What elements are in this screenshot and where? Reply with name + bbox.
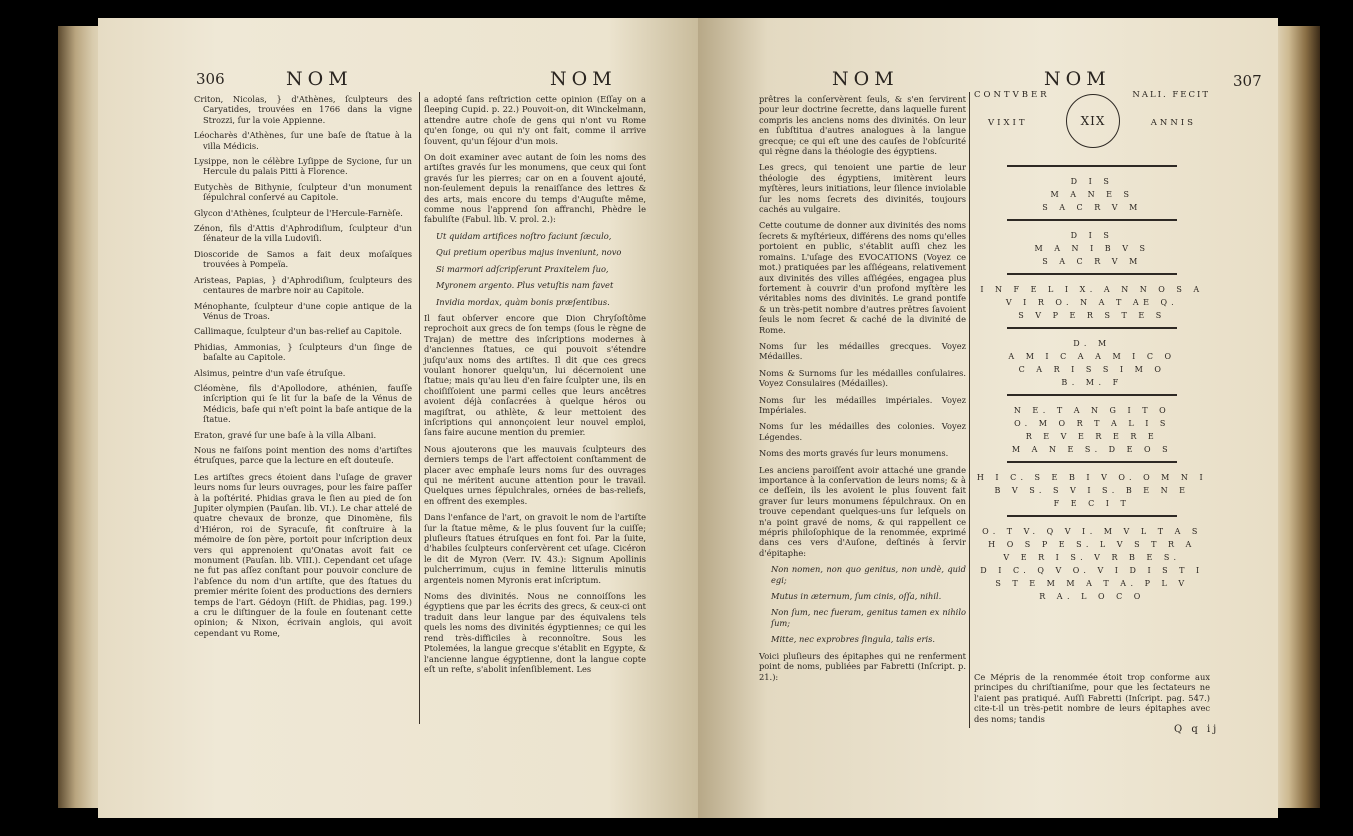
epitaph-line: C A R I S S I M O [1018,365,1166,374]
epitaph-rule [1007,165,1177,167]
epitaph-line: S A C R V M [1042,257,1142,266]
paragraph: Les grecs, qui tenoient une partie de leur théologie des égyptiens, imitèrent leurs myſtères, leurs initiations, leur ſilence inviolable ſur les noms ſecrets des divinités, toujours cachés au vulgaire. [759,162,966,215]
epitaph-word: VIXIT [988,118,1028,128]
epitaph-line: S A C R V M [1042,203,1142,212]
paragraph: Il faut obſerver encore que Dion Chryſoſtôme reprochoit aux grecs de ſon temps (ſous le règne de Trajan) de mettre des inſcriptions modernes à d'anciennes ſtatues, ce qui pouvoit s'étendre juſqu'aux noms des artiſtes. Il dit que ces grecs voulant honorer quelqu'un, lui décernoient une ſtatue; mais qu'au lieu d'en faire ſculpter une, ils en choiſiſſoient une parmi celles que leurs ancêtres avoient déjà conſacrées à quelque héros ou magiſtrat, ou athlète, & leur mettoient des inſcriptions qui annonçoient leur nouvel emploi, ſans faire aucune mention du premier. [424,312,646,438]
signature-mark: Q q ij [1174,724,1220,735]
artist-entry: Alsimus, peintre d'un vaſe étruſque. [194,367,346,378]
epitaph-circle-numeral: XIX [1066,94,1120,148]
epitaph-line: D. M [1073,339,1111,348]
epitaph-word: ANNIS [1150,118,1196,128]
epitaph-line: R E V E R E R E [1025,432,1159,441]
epitaph-line: M A N E S [1050,190,1134,199]
paragraph: prêtres la conſervèrent ſeuls, & s'en ſervirent pour leur doctrine ſecrette, dans laquelle furent compris les anciens noms des divinités. On leur en ſubſtitua d'autres analogues à la langue grecque; ce qui eſt une des cauſes de l'obſcurité qui règne dans la théologie des égyptiens. [759,94,966,157]
artist-entry: Dioscoride de Samos a fait deux moſaïques trouvées à Pompeïa. [194,248,412,270]
running-head: NOM [286,68,353,90]
column-rule [969,92,970,728]
epitaph-line: D I S [1070,231,1114,240]
verse-line: Si marmori adſcripſerunt Praxitelem ſuo, [436,263,609,274]
paragraph: Noms ſur les médailles impériales. Voyez Impériales. [759,394,966,415]
epitaph-line: S T E M M A T A. P L V [995,579,1189,588]
epitaph-tail [974,672,1210,730]
paragraph: Dans l'enfance de l'art, on gravoit le nom de l'artiſte ſur la ſtatue même, & le plus ſouvent ſur la cuiſſe; pluſieurs ſtatues étruſques en font foi. Par la ſuite, d'habiles ſculpteurs conſervèrent cet uſage. Cicéron le dit de Myron (Verr. IV. 43.): Signum Apollinis pulcherrimum, cujus in femine litterulis minutis argenteis nomen Myronis erat inſcriptum. [424,512,646,585]
epitaph-rule [1007,219,1177,221]
left-col1-paragraphs [194,445,412,638]
epitaph-line: S V P E R S T E S [1018,311,1166,320]
right-column-1 [759,94,966,688]
paragraph: Noms des morts gravés ſur leurs monumens. [759,448,949,459]
epitaph-line: B. M. F [1061,378,1123,387]
artist-entry: Cléomène, fils d'Apollodore, athénien, fauſſe inſcription qui ſe lit ſur la baſe de la Vénus de Médicis, baſe qui n'eſt point la baſe antique de la ſtatue. [194,382,412,425]
left-col2-paragraphs [424,94,646,225]
verse-line: Invidia mordax, quàm bonis præſentibus. [436,296,610,307]
artist-entry: Eraton, gravé ſur une baſe à la villa Albani. [194,429,377,440]
epitaph-line: H I C. S E B I V O. O M N I [976,473,1208,482]
column-rule [419,92,420,724]
artist-entry: Zénon, fils d'Attis d'Aphrodiſium, ſculpteur d'un ſénateur de la villa Ludoviſi. [194,223,412,244]
epitaph-line: R A. L O C O [1039,592,1145,601]
epitaph-list [974,158,1210,605]
paragraph: On doit examiner avec autant de ſoin les noms des artiſtes gravés ſur les monumens, que ceux qui ſont gravés ſur les pierres; car on en a ſouvent ajouté, non-ſeulement depuis la renaiſſance des lettres & des arts, mais encore du temps d'Auguſte même, comme nous l'apprend ſon affranchi, Phèdre le fabuliſte (Fabul. lib. V. prol. 2.): [424,152,646,225]
right-col1-paragraphs [759,94,966,558]
epitaph-line: V E R I S. V R B E S. [1003,553,1181,562]
epitaph-line: D I C. Q V O. V I D I S T I [980,566,1204,575]
epitaph-tail-text: Ce Mépris de la renommée étoit trop conforme aux principes du chriſtianiſme, pour que les ſectateurs ne l'aient pas pratiqué. Auſſi Fabretti (Inſcript. pag. 547.) cite-t-il un très-petit nombre de leurs épitaphes avec des noms; tandis [974,672,1210,724]
epitaph-rule [1007,515,1177,517]
verse-line: Mitte, nec exprobres ſingula, talis eris. [771,634,935,645]
epitaph-line: F E C I T [1053,499,1131,508]
running-head: NOM [832,68,899,90]
artist-entry: Callimaque, ſculpteur d'un bas-relief au Capitole. [194,326,402,337]
running-head: NOM [550,68,617,90]
epitaph-line: I N F E L I X. A N N O S A [980,285,1204,294]
epitaph-line: O. M O R T A L I S [1014,419,1170,428]
fabretti-intro: Voici pluſieurs des épitaphes qui ne renferment point de noms, publiées par Fabretti (Inſcript. p. 21.): [759,650,966,682]
paragraph: Noms ſur les médailles grecques. Voyez Médailles. [759,340,966,362]
right-page [698,18,1278,818]
artist-entry: Ménophante, ſculpteur d'une copie antique de la Vénus de Troas. [194,300,412,321]
artist-entry: Eutychès de Bithynie, ſculpteur d'un monument ſépulchral conſervé au Capitole. [194,181,412,203]
epitaph-word: NALI. FECIT [1132,90,1210,100]
paragraph: Noms des divinités. Nous ne connoiſſons les égyptiens que par les écrits des grecs, & ceux-ci ont traduit dans leur langue par des équivalens tels quels les noms des divinités égyptiennes; ce qui les rend très-difficiles à reconnoître. Sous les Ptolemées, la langue grecque s'établit en Egypte, & l'ancienne langue égyptienne, dont la langue copte eſt un reſte, s'abolit inſenſiblement. Les [424,591,646,674]
epitaph-line: O. T V. Q V I. M V L T A S [982,527,1202,536]
epitaph-line: B V S. S V I S. B E N E [994,486,1190,495]
artist-entry: Criton, Nicolas, } d'Athènes, ſculpteurs des Caryatides, trouvées en 1766 dans la vigne Strozzi, ſur la voie Appienne. [194,94,412,125]
verse-line: Qui pretium operibus majus inveniunt, novo [436,247,622,258]
epitaph-rule [1007,394,1177,396]
epitaph-rule [1007,273,1177,275]
left-col2-paragraphs-b [424,313,646,674]
verse-line: Mutus in æternum, ſum cinis, oſſa, nihil. [771,591,942,602]
epitaph-line: A M I C A A M I C O [1008,352,1176,361]
verse-line: Ut quidam artifices noſtro faciunt ſæculo, [436,230,612,241]
epitaph-line: V I R O. N A T AE Q. [1005,298,1179,307]
paragraph: Les artiſtes grecs étoient dans l'uſage de graver leurs noms ſur leurs ouvrages, pour les faire paſſer à la poſtérité. Phidias grava le ſien au pied de ſon Jupiter olympien (Pauſan. lib. VI.). Le char attelé de quatre chevaux de bronze, que Dinomène, fils d'Hiéron, roi de Syracuſe, fit conſtruire à la mémoire de ſon père, portoit pour inſcription deux vers qui apprenoient qu'Onatas avoit fait ce monument (Pauſan. lib. VIII.). Cependant cet uſage ne fut pas aſſez conſtant pour pouvoir conclure de l'abſence du nom d'un artiſte, que des ſtatues du premier mérite ſoient des productions des derniers temps de l'art. Gédoyn (Hiſt. de Phidias, pag. 199.) a cru le diſtinguer de la foule en ſoutenant cette opinion; & Nixon, écrivain anglois, qui avoit cependant vu Rome, [194,471,412,638]
artist-entry: Glycon d'Athènes, ſculpteur de l'Hercule-Farnèſe. [194,207,403,218]
paragraph: Noms & Surnoms ſur les médailles conſulaires. Voyez Consulaires (Médailles). [759,367,966,389]
ausone-verse [759,564,966,644]
paragraph: Nous ajouterons que les mauvais ſculpteurs des derniers temps de l'art affectoient conſtamment de placer avec emphaſe leurs noms ſur des ouvrages qui ne méritent aucune attention pour le travail. Quelques urnes ſépulchrales, ornées de bas-reliefs, en offrent des exemples. [424,443,646,506]
epitaph-rule [1007,327,1177,329]
page-number: 307 [1233,72,1262,90]
paragraph: Nous ne faiſons point mention des noms d'artiſtes étruſques, parce que la lecture en eſt douteuſe. [194,444,412,466]
epitaph-circle-block [974,90,1210,160]
epitaph-circle [1066,94,1120,148]
left-column-2 [424,94,646,680]
running-head: NOM [1044,68,1111,90]
page-number: 306 [196,70,225,88]
epitaph-rule [1007,461,1177,463]
paragraph: Cette coutume de donner aux divinités des noms ſecrets & myſtérieux, différens des noms qu'elles portoient en public, s'établit auſſi chez les romains. L'uſage des EVOCATIONS (Voyez ce mot.) pratiquées par les aſſiégeans, relativement aux divinités des villes aſſiégées, engagea plus fortement à couvrir d'un profond myſtère les véritables noms des divinités. Le grand pontife & un très-petit nombre d'autres prêtres ſavoient ſeuls le nom ſecret & caché de la divinité de Rome. [759,220,966,335]
epitaph-word: CONTVBER [974,90,1050,100]
left-page [98,18,698,818]
verse-line: Myronem argento. Plus vetuſtis nam favet [436,280,614,291]
epitaph-line: M A N I B V S [1034,244,1150,253]
epitaph-line: H O S P E S. L V S T R A [988,540,1196,549]
epitaph-line: D I S [1070,177,1114,186]
left-column-1 [194,94,412,644]
verse-line: Non nomen, non quo genitus, non undè, quid egi; [771,564,966,585]
verse-line: Non ſum, nec fueram, genitus tamen ex nihilo ſum; [771,607,966,628]
artist-list [194,94,412,440]
artist-entry: Phidias, Ammonias, } ſculpteurs d'un ſinge de baſalte au Capitole. [194,341,412,363]
epitaph-line: M A N E S. D E O S [1011,445,1173,454]
epitaph-line: N E. T A N G I T O [1013,406,1171,415]
artist-entry: Léocharès d'Athènes, ſur une baſe de ſtatue à la villa Médicis. [194,130,412,151]
paragraph: a adopté ſans reſtriction cette opinion (Eſſay on a ſleeping Cupid. p. 22.) Pouvoit-on, dit Winckelmann, attendre autre choſe de gens qui n'ont vu Rome qu'en ſonge, ou qui n'y ont fait, comme il arrive ſouvent, qu'un ſéjour d'un mois. [424,94,646,146]
right-page-edges [1272,26,1320,808]
paragraph: Noms ſur les médailles des colonies. Voyez Légendes. [759,421,966,442]
paragraph: Les anciens paroiſſent avoir attaché une grande importance à la conſervation de leurs noms; & à ce deſſein, ils les avoient le plus ſouvent fait graver ſur leurs monumens ſépulchraux. On en trouve cependant quelques-uns ſur leſquels on n'a point gravé de noms, & qui rappellent ce mépris philoſophique de la renommée, exprimé dans ces vers d'Auſone, deſtinés à ſervir d'épitaphe: [759,464,966,558]
artist-entry: Aristeas, Papias, } d'Aphrodiſium, ſculpteurs des centaures de marbre noir au Capitole. [194,274,412,296]
open-book [58,18,1320,818]
phaedrus-verse [424,231,646,307]
artist-entry: Lysippe, non le célèbre Lyſippe de Sycione, ſur un Hercule du palais Pitti à Florence. [194,156,412,177]
